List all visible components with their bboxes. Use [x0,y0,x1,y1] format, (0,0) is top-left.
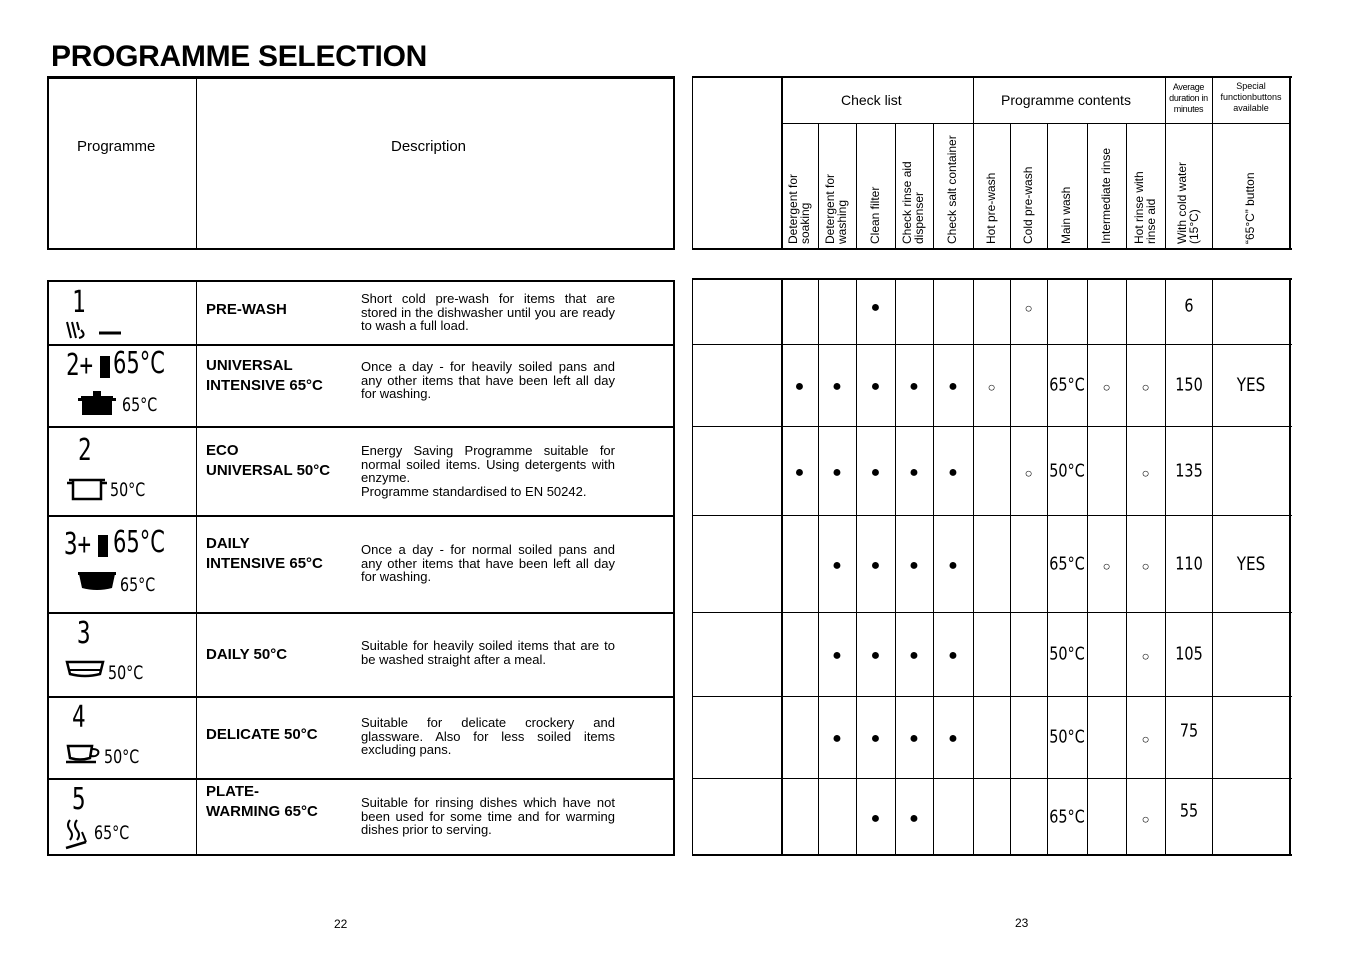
pan-icon [64,658,108,688]
programme-contents-header: Programme contents [1001,92,1131,108]
v-rule [47,76,49,250]
filled-dot-mark: ● [948,463,958,481]
body-column-rule [1126,278,1127,856]
cup-icon [64,742,108,772]
filled-dot-mark: ● [870,556,881,574]
v-rule [673,280,675,856]
right-row-divider [692,778,1292,779]
duration-value: 135 [1174,460,1203,481]
programme-description [361,543,615,584]
programme-name [206,534,323,574]
pot-icon [66,475,110,505]
header-bottom-rule [47,248,675,250]
header-column-rule [1087,123,1088,250]
programme-name [206,441,330,481]
filled-dot-mark: ● [870,463,881,481]
programme-name [206,725,318,745]
column-header-line: Intermediate rinse [1098,147,1113,244]
column-header-7 [1060,187,1072,244]
description-line: Short cold pre-wash for items that are stored in the dishwasher until you are ready to wash a full load. [361,291,615,333]
column-header-line: rinse aid [1143,198,1158,244]
programme-description [361,796,615,837]
open-circle-mark: ○ [1024,300,1033,316]
column-header-line: Detergent for [785,173,800,244]
body-column-rule [818,278,819,856]
main-wash-temperature: 50°C [1049,726,1085,748]
v-rule [673,76,675,250]
column-header-line: Hot pre-wash [983,172,998,244]
filled-dot-mark: ● [794,378,805,395]
column-header-10 [1176,162,1200,244]
filled-dot-mark: ● [832,730,842,747]
column-header-2 [869,187,881,244]
description-line: Energy Saving Programme suitable for normal soiled items. Using detergents with enzyme. [361,443,615,485]
page-number-right: 23 [1015,916,1029,930]
open-circle-mark: ○ [1141,558,1150,573]
description-line: Suitable for rinsing dishes which have not been used for some time and for warming dishes prior to serving. [361,795,615,837]
column-header-11 [1244,172,1256,244]
programme-number: 5 [72,782,86,817]
filled-dot-mark: ● [832,647,842,664]
filled-dot-mark: ● [948,730,958,747]
programme-description [361,716,615,757]
duration-value: 110 [1174,553,1203,574]
header-column-rule [1289,76,1291,250]
duration-value: 105 [1174,643,1203,665]
programme-name [206,645,287,665]
main-wash-temperature: 50°C [1049,643,1085,665]
column-header-line: Check rinse aid [900,161,914,244]
main-wash-temperature: 65°C [1049,553,1085,574]
special-buttons-header [1213,81,1289,114]
open-circle-mark: ○ [1141,379,1150,395]
programme-number: 3+ [64,527,92,562]
v-rule [692,76,693,250]
intensive-temperature: 65°C [113,525,165,560]
page-number-left: 22 [334,917,348,931]
column-header-line: soaking [797,202,812,244]
icon-temperature: 65°C [120,574,156,596]
page-title: PROGRAMME SELECTION [51,40,427,73]
column-header-line: Check salt container [945,135,959,244]
programme-header: Programme [77,138,156,155]
column-header-line: Clean filter [867,186,882,244]
icon-temperature: 50°C [104,746,140,768]
filled-dot-mark: ● [870,647,881,664]
row-divider [47,696,675,698]
description-header: Description [391,138,467,155]
filled-dot-mark: ● [909,730,919,747]
header-column-rule [973,76,974,250]
body-column-rule [856,278,857,856]
special-buttons-line: functionbuttons [1220,92,1282,102]
right-row-divider [692,515,1292,516]
column-header-8 [1100,148,1112,244]
column-header-line: With cold water [1174,161,1189,244]
body-bottom-rule [47,854,675,856]
special-button-value: YES [1236,374,1265,396]
duration-value: 55 [1179,800,1198,821]
header-column-rule [1126,123,1127,250]
programme-name-line: INTENSIVE 65°C [206,555,323,572]
programme-number: 4 [72,700,86,735]
header-column-rule [1047,123,1048,250]
body-column-rule [973,278,974,856]
row-divider [47,426,675,428]
filled-dot-mark: ● [832,463,842,481]
programme-name-line: PRE-WASH [206,301,287,318]
header-column-rule [1010,123,1011,250]
programme-name-line: UNIVERSAL [206,357,293,374]
icon-temperature: 65°C [94,822,130,844]
body-column-rule [1010,278,1011,856]
header-column-rule [856,123,857,250]
open-circle-mark: ○ [1141,731,1150,747]
filled-dot-mark: ● [870,809,881,827]
filled-dot-mark: ● [909,556,919,574]
programme-name-line: DELICATE 50°C [206,726,318,743]
filled-dot-mark: ● [870,299,881,316]
programme-number: 3 [77,616,91,651]
header-column-rule [895,123,896,250]
right-row-divider [692,426,1292,427]
programme-name-line: PLATE- [206,783,260,800]
column-header-line: Main wash [1059,186,1073,244]
programme-name [206,300,287,320]
column-header-line: Detergent for [823,173,837,244]
filled-dot-mark: ● [948,556,958,574]
programme-number: 2 [78,433,92,468]
header-column-rule [818,123,819,250]
programme-description [361,292,615,333]
duration-value: 6 [1183,295,1194,317]
main-wash-temperature: 65°C [1049,374,1085,396]
v-rule [692,278,693,856]
description-line: Suitable for delicate crockery and glassware. Also for less soiled items excluding pans. [361,715,615,757]
column-header-3 [901,161,925,244]
filled-dot-mark: ● [909,647,919,664]
row-divider [47,778,675,780]
column-header-5 [985,173,997,244]
intensive-bar-icon [100,356,110,378]
programme-name-line: ECO [206,442,239,459]
row-divider [47,515,675,517]
header-top-rule [47,76,675,79]
special-buttons-line: Special [1236,81,1266,91]
column-header-line: Cold pre-wash [1020,166,1035,244]
v-rule [196,280,197,856]
filled-dot-mark: ● [909,378,919,395]
right-row-divider [692,612,1292,613]
right-header-mid-rule [781,123,1291,124]
pot-lid-icon [76,390,120,420]
open-circle-mark: ○ [1102,379,1111,395]
column-header-4 [946,135,958,244]
filled-dot-mark: ● [832,378,842,395]
body-top-rule [47,280,675,282]
filled-dot-mark: ● [948,378,958,395]
intensive-bar-icon [98,535,108,557]
v-rule [47,280,49,856]
special-buttons-line: available [1233,103,1269,113]
programme-name-line: DAILY 50°C [206,646,288,663]
main-wash-temperature: 65°C [1049,806,1085,827]
body-column-rule [895,278,896,856]
right-row-divider [692,696,1292,697]
programme-name [206,782,318,822]
body-column-rule [1165,278,1166,856]
column-header-0 [787,174,811,244]
prewash-icon [65,318,109,348]
open-circle-mark: ○ [1102,558,1111,573]
filled-dot-mark: ● [870,730,881,747]
open-circle-mark: ○ [1141,811,1150,826]
description-line: Once a day - for heavily soiled pans and any other items that have been left all day for washing. [361,359,615,401]
icon-temperature: 50°C [110,479,146,501]
programme-name-line: WARMING 65°C [206,803,318,820]
average-duration-header [1165,82,1212,115]
programme-description [361,360,615,401]
column-header-line: “65°C” button [1242,172,1257,244]
duration-value: 75 [1179,720,1198,742]
filled-dot-mark: ● [794,463,805,481]
column-header-line: dispenser [912,191,926,244]
intensive-temperature: 65°C [113,346,165,381]
open-circle-mark: ○ [1141,465,1150,480]
programme-name-line: UNIVERSAL 50°C [206,462,331,479]
filled-dot-mark: ● [909,463,919,481]
programme-description [361,444,615,498]
filled-dot-mark: ● [870,378,881,395]
right-row-divider [692,344,1292,345]
icon-temperature: 65°C [122,394,158,416]
column-header-9 [1133,171,1157,244]
filled-dot-mark: ● [948,647,958,664]
column-header-line: washing [835,199,849,244]
open-circle-mark: ○ [987,379,996,395]
programme-name [206,356,323,396]
programme-name-line: INTENSIVE 65°C [206,377,323,394]
v-rule [196,76,197,250]
column-header-6 [1022,167,1034,244]
filled-dot-mark: ● [909,809,919,827]
description-line: Programme standardised to EN 50242. [361,483,587,499]
header-column-rule [933,123,934,250]
open-circle-mark: ○ [1141,648,1150,664]
icon-temperature: 50°C [108,662,144,684]
average-duration-line: Average [1172,82,1205,92]
average-duration-line: duration in [1169,93,1208,103]
special-button-value: YES [1236,552,1265,575]
deep-pan-icon [76,570,120,600]
body-column-rule [1047,278,1048,856]
check-list-header: Check list [841,92,902,108]
duration-value: 150 [1174,374,1203,396]
filled-dot-mark: ● [832,556,842,574]
body-column-rule [1087,278,1088,856]
programme-number: 2+ [66,348,94,383]
open-circle-mark: ○ [1024,465,1033,480]
description-line: Once a day - for normal soiled pans and any other items that have been left all day for washing. [361,542,615,584]
programme-description [361,639,615,666]
column-header-line: Hot rinse with [1131,171,1146,244]
body-column-rule [1289,278,1291,856]
description-line: Suitable for heavily soiled items that are to be washed straight after a meal. [361,638,615,667]
row-divider [47,612,675,614]
body-column-rule [1212,278,1213,856]
main-wash-temperature: 50°C [1049,460,1085,481]
average-duration-line: minutes [1173,104,1204,114]
body-column-rule [781,278,783,856]
body-column-rule [933,278,934,856]
header-column-rule [781,76,783,250]
column-header-line: (15°C) [1186,209,1201,244]
column-header-1 [824,174,848,244]
programme-number: 1 [72,285,86,320]
programme-name-line: DAILY [206,535,250,552]
